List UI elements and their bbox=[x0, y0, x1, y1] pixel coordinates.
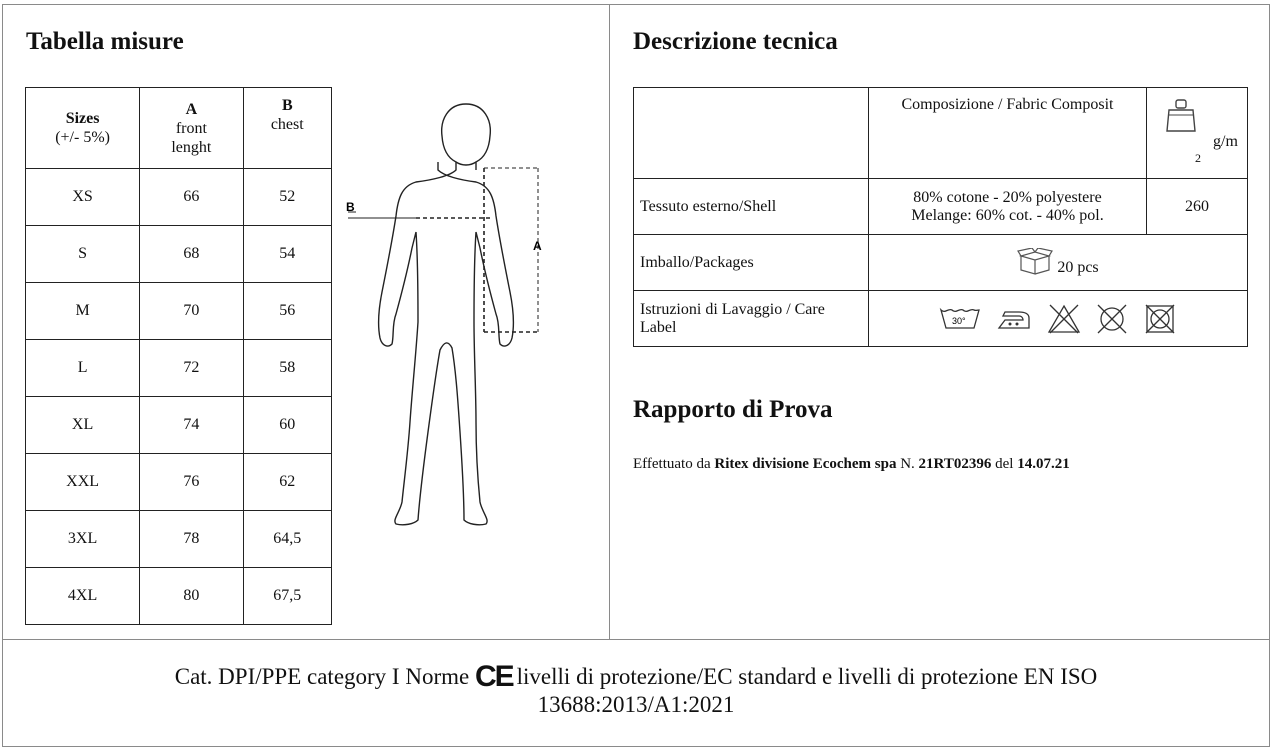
front-length-cell: 66 bbox=[140, 169, 243, 226]
size-table-body bbox=[26, 169, 332, 625]
weight-unit: g/m bbox=[1213, 133, 1238, 150]
sizes-header bbox=[26, 88, 140, 169]
size-row bbox=[26, 283, 332, 340]
size-row bbox=[26, 169, 332, 226]
b-header-label: chest bbox=[270, 116, 304, 133]
composition-header: Composizione / Fabric Composit bbox=[869, 88, 1147, 179]
footer-text-3: 13688:2013/A1:2021 bbox=[537, 692, 735, 717]
a-header-label1: front bbox=[175, 119, 207, 137]
report-title: Rapporto di Prova bbox=[633, 396, 833, 423]
no-dry-clean-icon bbox=[1143, 303, 1177, 335]
weight-exponent: 2 bbox=[1195, 151, 1201, 165]
report-del: del bbox=[991, 456, 1018, 472]
figure-label-a: A bbox=[533, 239, 542, 253]
front-length-cell: 70 bbox=[140, 283, 243, 340]
front-length-cell: 76 bbox=[140, 454, 243, 511]
tolerance-label: (+/- 5%) bbox=[55, 129, 110, 146]
shell-weight: 260 bbox=[1147, 179, 1248, 235]
tech-table bbox=[633, 87, 1248, 347]
chest-cell: 67,5 bbox=[243, 568, 331, 625]
front-length-cell: 74 bbox=[140, 397, 243, 454]
wash-temp-label: 30° bbox=[952, 315, 966, 326]
size-row bbox=[26, 397, 332, 454]
shell-label: Tessuto esterno/Shell bbox=[634, 179, 869, 235]
footer-text-1: Cat. DPI/PPE category I Norme bbox=[174, 664, 470, 689]
body-outline bbox=[379, 104, 514, 525]
shell-composition bbox=[869, 179, 1147, 235]
size-cell: XXL bbox=[26, 454, 140, 511]
size-row bbox=[26, 454, 332, 511]
a-header-label2: lenght bbox=[171, 138, 212, 156]
shell-composition-line1: 80% cotone - 20% polyestere bbox=[913, 188, 1102, 206]
report-number: 21RT02396 bbox=[918, 456, 992, 472]
b-header bbox=[243, 88, 331, 169]
care-label: Istruzioni di Lavaggio / Care Label bbox=[634, 291, 869, 347]
body-measurement-figure bbox=[340, 92, 600, 532]
size-cell: M bbox=[26, 283, 140, 340]
size-table-title: Tabella misure bbox=[26, 28, 184, 55]
size-cell: XL bbox=[26, 397, 140, 454]
size-row bbox=[26, 226, 332, 283]
no-tumble-dry-icon bbox=[1095, 303, 1129, 335]
package-value: 20 pcs bbox=[1057, 259, 1099, 276]
size-cell: L bbox=[26, 340, 140, 397]
size-row bbox=[26, 511, 332, 568]
size-row bbox=[26, 340, 332, 397]
sizes-header-label: Sizes bbox=[65, 110, 100, 127]
size-table bbox=[25, 87, 332, 625]
chest-cell: 62 bbox=[243, 454, 331, 511]
weight-header bbox=[1147, 88, 1248, 179]
chest-cell: 54 bbox=[243, 226, 331, 283]
size-cell: 4XL bbox=[26, 568, 140, 625]
a-header-letter: A bbox=[185, 100, 198, 118]
measure-lines bbox=[416, 168, 540, 332]
report-lab: Ritex divisione Ecochem spa bbox=[714, 456, 897, 472]
chest-cell: 56 bbox=[243, 283, 331, 340]
size-cell: S bbox=[26, 226, 140, 283]
size-cell: XS bbox=[26, 169, 140, 226]
no-bleach-icon bbox=[1047, 303, 1081, 335]
front-length-cell: 78 bbox=[140, 511, 243, 568]
b-header-letter: B bbox=[281, 97, 293, 114]
chest-cell: 58 bbox=[243, 340, 331, 397]
footer-text bbox=[0, 660, 1272, 719]
shell-composition-line2: Melange: 60% cot. - 40% pol. bbox=[911, 206, 1104, 224]
figure-label-b: B bbox=[346, 200, 355, 214]
size-cell: 3XL bbox=[26, 511, 140, 568]
iron-icon bbox=[995, 308, 1033, 330]
a-header bbox=[140, 88, 243, 169]
package-label: Imballo/Packages bbox=[634, 235, 869, 291]
chest-cell: 64,5 bbox=[243, 511, 331, 568]
front-length-cell: 80 bbox=[140, 568, 243, 625]
front-length-cell: 72 bbox=[140, 340, 243, 397]
ce-mark: CE bbox=[474, 660, 513, 693]
footer-text-2: livelli di protezione/EC standard e livelli di protezione EN ISO bbox=[516, 664, 1098, 689]
wash-30-icon bbox=[939, 306, 981, 332]
report-line bbox=[633, 456, 1070, 473]
box-icon bbox=[1017, 248, 1053, 276]
package-value-cell bbox=[869, 235, 1248, 291]
report-prefix: Effettuato da bbox=[633, 456, 715, 472]
size-row bbox=[26, 568, 332, 625]
chest-cell: 52 bbox=[243, 169, 331, 226]
tech-empty-cell bbox=[634, 88, 869, 179]
chest-cell: 60 bbox=[243, 397, 331, 454]
care-icons-cell bbox=[869, 291, 1248, 347]
weight-icon bbox=[1161, 97, 1201, 137]
front-length-cell: 68 bbox=[140, 226, 243, 283]
report-mid: N. bbox=[896, 456, 919, 472]
report-date: 14.07.21 bbox=[1017, 456, 1070, 472]
tech-title: Descrizione tecnica bbox=[633, 28, 838, 55]
